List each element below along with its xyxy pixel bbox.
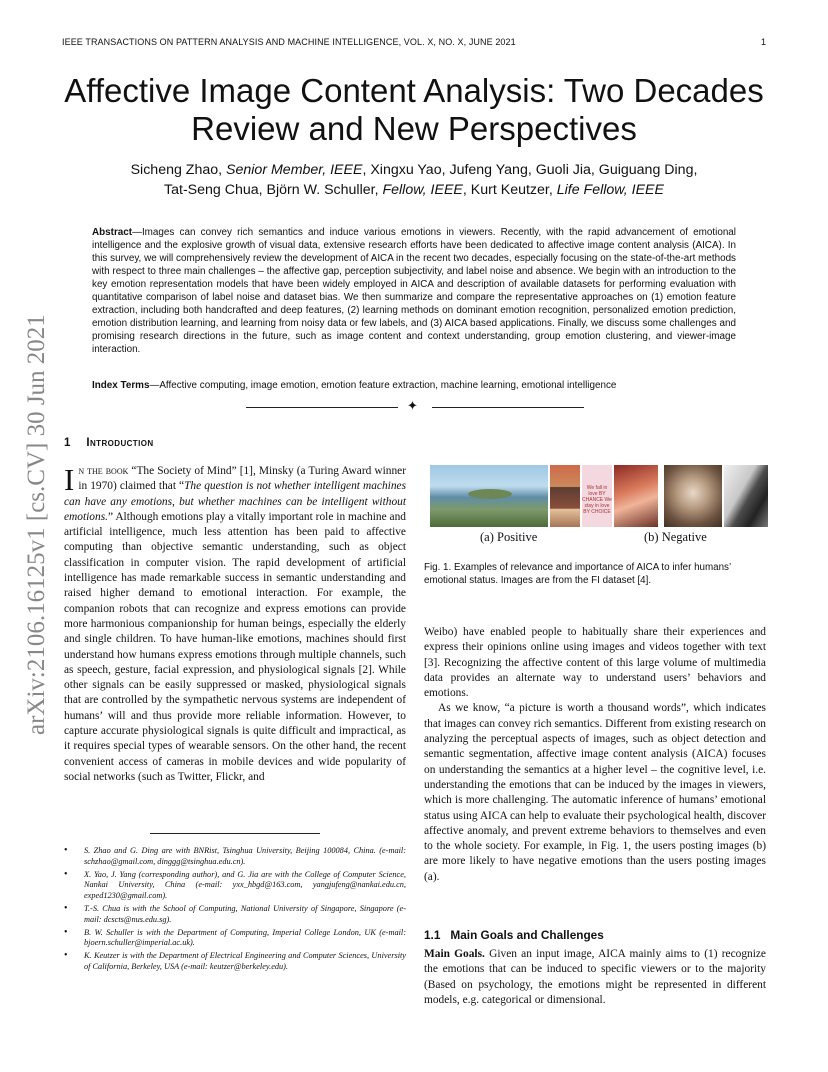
paper-title [0, 72, 828, 148]
section-heading-introduction [64, 437, 154, 449]
intro-text-b: ” Although emotions play a vitally important role in machine and artificial intelligence, much less attention has been paid to affective computing than objective semantic understanding, such as object classification in computer vision. The rapid development of artificial intelligence has made remarkable success in semantic understanding and raised higher demand to emotional interaction. For example, the companion robots that can recognize and express emotions can provide more harmonious companionship for human beings, especially the elderly and single children. To have human-like emotions, machines should first understand how humans express emotions through multiple channels, such as speech, gesture, facial expression, and physiological signals [2]. While other signals can be easily suppressed or masked, physiological signals that are controlled by the sympathetic nervous systems are independent of humans’ will and thus provide more reliable information. However, to capture accurate physiological signals is quite difficult and impractical, as it requires special types of wearable sensors. On the other hand, the recent convenient access of cameras in mobile devices and wide popularity of social networks (such as Twitter, Flickr, and [64, 510, 406, 783]
subsection-title: Main Goals and Challenges [450, 928, 604, 942]
abstract-label: Abstract [92, 227, 133, 238]
intro-paragraph [64, 464, 406, 785]
negative-image-rocks [724, 465, 768, 527]
footnote-item: • K. Keutzer is with the Department of Electrical Engineering and Computer Sciences, University of California, Berkeley, USA (e-mail: keutzer@berkeley.edu). [64, 951, 406, 972]
author-zhao-role: Senior Member, IEEE [226, 162, 363, 178]
intro-text-a: “The Society of Mind” [1], Minsky (a Turing Award winner in 1970) claimed that “ [78, 465, 406, 493]
footnote-item: • B. W. Schuller is with the Department of Computing, Imperial College London, UK (e-mail: bjoern.schuller@imperial.ac.uk). [64, 928, 406, 949]
footnote-item: • S. Zhao and G. Ding are with BNRist, Tsinghua University, Beijing 100084, China. (e-mail: schzhao@gmail.com, dinggg@tsinghua.edu.cn). [64, 846, 406, 867]
abstract-text: —Images can convey rich semantics and induce various emotions in viewers. Recently, with the rapid advancement of emotional intelligence and the explosive growth of visual data, extensive research efforts have been dedicated to affective image content analysis (AICA). In this survey, we will comprehensively review the development of AICA in the recent two decades, especially focusing on the state-of-the-art methods with respect to three main challenges – the affective gap, perception subjectivity, and label noise and absence. We begin with an introduction to the key emotion representation models that have been widely employed in AICA and description of available datasets for performing evaluation with quantitative comparison of label noise and dataset bias. We then summarize and compare the representative approaches on (1) emotion feature extraction, including both handcrafted and deep features, (2) learning methods on dominant emotion recognition, personalized emotion prediction, emotion distribution learning, and learning from noisy data or few labels, and (3) AICA based applications. Finally, we discuss some challenges and promising research directions in the future, such as image content and context understanding, group emotion clustering, and viewer-image interaction. [92, 227, 736, 356]
divider-line-left [246, 407, 398, 408]
abstract [92, 226, 736, 356]
divider-line-right [432, 407, 584, 408]
subsection-number: 1.1 [424, 928, 441, 942]
figure-1-caption: Fig. 1. Examples of relevance and importance of AICA to infer humans’ emotional status. Images are from the FI dataset [4]. [424, 562, 731, 586]
divider-star-icon: ✦ [407, 398, 418, 413]
intro-continuation [424, 625, 766, 885]
index-terms-label: Index Terms [92, 380, 150, 391]
author-zhao: Sicheng Zhao, [130, 162, 227, 178]
index-terms-text: —Affective computing, image emotion, emotion feature extraction, machine learning, emotional intelligence [149, 380, 617, 391]
authors-middle: , Xingxu Yao, Jufeng Yang, Guoli Jia, Guiguang Ding, [362, 162, 698, 178]
subsection-heading-main-goals [424, 928, 604, 942]
authors-second-line: Tat-Seng Chua, Björn W. Schuller, [164, 182, 383, 198]
positive-image-beach [430, 465, 548, 527]
author-schuller-role: Fellow, IEEE [382, 182, 463, 198]
main-goals-text: Given an input image, AICA mainly aims to (1) recognize the emotions that can be induced to specific viewers or to the majority (Based on psychology, the emotions might be represented in different models, e.g. categorical or dimensional. [424, 948, 766, 1006]
main-goals-paragraph [424, 947, 766, 1008]
quote-image-text: We fall in love BY CHANCE We stay in love BY CHOICE [582, 485, 612, 515]
page-number: 1 [760, 37, 766, 47]
paragraph-weibo: Weibo) have enabled people to habitually share their experiences and express their opinions online using images and videos together with text [3]. Recognizing the affective content of this large volume of multimedia data provides an alternate way to understand users’ behaviors and emotions. [424, 626, 766, 700]
negative-image-creature [664, 465, 722, 527]
author-footnotes [64, 846, 406, 975]
positive-image-portraits [550, 465, 580, 527]
footnote-item: • X. Yao, J. Yang (corresponding author), and G. Jia are with the College of Computer Science, Nankai University, China (e-mail: yxx_hbgd@163.com, yangjufeng@nankai.edu.cn, exped1230@gmail.com). [64, 870, 406, 902]
drop-cap: I [64, 462, 75, 497]
subfigure-label-positive: (a) Positive [480, 530, 538, 544]
footnote-rule [150, 833, 320, 834]
main-goals-label: Main Goals. [424, 948, 485, 960]
paragraph-picture-worth: As we know, “a picture is worth a thousand words”, which indicates that images can convey rich semantics. Different from existing research on analyzing the perceptual aspects of images, such as object detection and semantic segmentation, affective image content analysis (AICA) focuses on understanding the semantics at a higher level – the cognitive level, i.e. understanding the emotions that can be induced by the images in viewers, which is more challenging. The automatic inference of humans’ emotional status using AICA can help to evaluate their psychological health, discover affective anomaly, and prevent extreme behaviors to themselves and even to the whole society. For example, in Fig. 1, the users posting images (b) are more likely to have negative emotions than the users posting images (a). [424, 702, 766, 883]
subfigure-label-negative: (b) Negative [644, 530, 707, 544]
arxiv-stamp: arXiv:2106.16125v1 [cs.CV] 30 Jun 2021 [23, 314, 50, 736]
section-number: 1 [64, 437, 71, 449]
title-line-1: Affective Image Content Analysis: Two Decades [64, 72, 764, 109]
index-terms [92, 380, 736, 391]
author-keutzer-role: Life Fellow, IEEE [556, 182, 664, 198]
running-header: IEEE TRANSACTIONS ON PATTERN ANALYSIS AND MACHINE INTELLIGENCE, VOL. X, NO. X, JUNE 2021 [62, 37, 516, 47]
footnote-item: • T.-S. Chua is with the School of Computing, National University of Singapore, Singapore (e-mail: dcscts@nus.edu.sg). [64, 904, 406, 925]
title-line-2: Review and New Perspectives [191, 110, 637, 147]
author-keutzer: , Kurt Keutzer, [462, 182, 557, 198]
author-list [60, 160, 768, 200]
intro-lead-in: n the book [78, 465, 129, 477]
minsky-quote: The question is not whether intelligent machines can have any emotions, but whether machines can be intelligent without emotions. [64, 480, 407, 523]
section-divider [246, 400, 584, 414]
positive-image-couple [614, 465, 658, 527]
positive-image-quote [582, 465, 612, 527]
section-title: Introduction [86, 437, 154, 449]
